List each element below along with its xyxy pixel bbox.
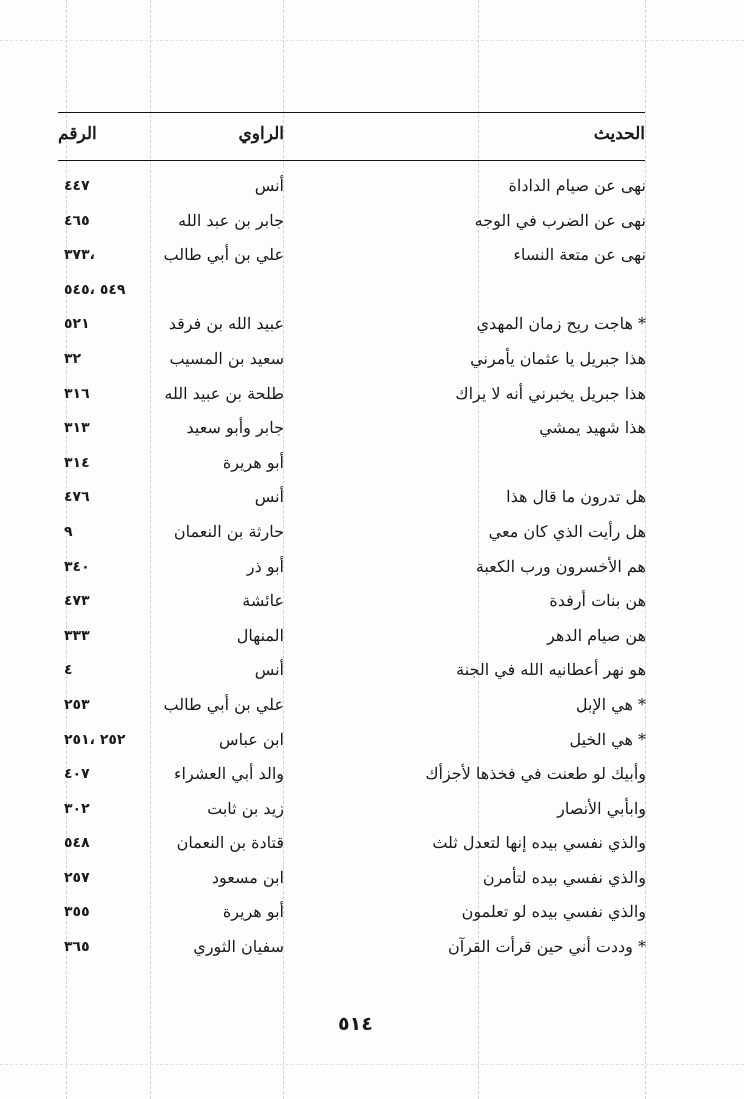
hadith-number: ٣٦٥ xyxy=(64,939,90,956)
hadith-text: والذي نفسي بيده لو تعلمون xyxy=(461,902,646,922)
table-row xyxy=(0,793,744,828)
table-row xyxy=(0,308,744,343)
hadith-text: وابأبي الأنصار xyxy=(557,798,646,818)
hadith-text: هذا شهيد يمشي xyxy=(539,418,646,438)
table-row xyxy=(0,862,744,897)
table-row xyxy=(0,205,744,240)
narrator-name: علي بن أبي طالب xyxy=(163,245,284,265)
header-narrator: الراوي xyxy=(238,124,284,144)
table-row xyxy=(0,412,744,447)
hadith-text: والذي نفسي بيده لتأمرن xyxy=(482,867,646,887)
header-number: الرقم xyxy=(58,124,97,144)
narrator-name: عبيد الله بن فرقد xyxy=(168,314,284,334)
hadith-number: ٢٥٧ xyxy=(64,869,90,886)
narrator-name: عائشة xyxy=(242,591,284,611)
hadith-number: ٤٧٦ xyxy=(64,489,90,506)
table-row xyxy=(0,274,744,309)
header-rule xyxy=(58,160,645,161)
hadith-number: ٩ xyxy=(64,523,73,540)
hadith-text: وأبيك لو طعنت في فخذها لأجزأك xyxy=(425,764,646,784)
hadith-text: والذي نفسي بيده إنها لتعدل ثلث xyxy=(432,833,646,853)
narrator-name: ابن مسعود xyxy=(211,867,284,887)
hadith-text: هن صيام الدهر xyxy=(547,625,646,645)
hadith-number: ٢٥٣ xyxy=(64,696,90,713)
narrator-name: أنس xyxy=(254,660,284,680)
hadith-number: ٣٤٠ xyxy=(64,558,90,575)
hadith-text: * هي الخيل xyxy=(569,729,646,749)
table-row xyxy=(0,343,744,378)
hadith-number: ٣٧٣، xyxy=(64,247,95,264)
table-row xyxy=(0,516,744,551)
table-row xyxy=(0,931,744,966)
hadith-number: ٤٠٧ xyxy=(64,766,90,783)
hadith-number: ٥٢١ xyxy=(64,316,90,333)
hadith-text: هل رأيت الذي كان معي xyxy=(488,521,646,541)
hadith-number: ٤٤٧ xyxy=(64,178,90,194)
hadith-text: هذا جبريل يا عثمان يأمرني xyxy=(470,348,646,368)
table-row xyxy=(0,724,744,759)
narrator-name: جابر وأبو سعيد xyxy=(186,418,284,438)
hadith-number: ٤ xyxy=(64,662,73,679)
top-rule xyxy=(58,112,645,113)
narrator-name: طلحة بن عبيد الله xyxy=(164,383,284,403)
index-table xyxy=(0,170,744,966)
hadith-text: هذا جبريل يخبرني أنه لا يراك xyxy=(455,383,646,403)
narrator-name: والد أبي العشراء xyxy=(174,764,284,784)
table-row xyxy=(0,827,744,862)
hadith-number: ٣٥٥ xyxy=(64,904,90,921)
narrator-name: أبو هريرة xyxy=(222,902,284,922)
narrator-name: قتادة بن النعمان xyxy=(176,833,284,853)
narrator-name: جابر بن عبد الله xyxy=(178,210,284,230)
table-row xyxy=(0,447,744,482)
hadith-text: هو نهر أعطانيه الله في الجنة xyxy=(456,660,646,680)
table-row xyxy=(0,481,744,516)
hadith-text: هن بنات أرفدة xyxy=(549,591,646,611)
table-row xyxy=(0,758,744,793)
header-hadith: الحديث xyxy=(593,124,645,144)
hadith-text: نهى عن الضرب في الوجه xyxy=(474,210,646,230)
table-row xyxy=(0,239,744,274)
narrator-name: أنس xyxy=(254,176,284,195)
guide-line xyxy=(0,40,744,41)
hadith-number: ٥٤٩ ،٥٤٥ xyxy=(64,281,126,298)
table-row xyxy=(0,896,744,931)
hadith-number: ٣١٤ xyxy=(64,454,90,471)
hadith-number: ٤٧٣ xyxy=(64,593,90,610)
hadith-text: نهى عن متعة النساء xyxy=(513,245,646,265)
table-row xyxy=(0,378,744,413)
hadith-text: * وددت أني حين قرأت القرآن xyxy=(447,937,646,957)
guide-line xyxy=(0,1064,744,1065)
hadith-number: ٣٢ xyxy=(64,350,82,367)
hadith-number: ٣٠٢ xyxy=(64,800,90,817)
hadith-number: ٤٦٥ xyxy=(64,212,90,229)
hadith-text: هل تدرون ما قال هذا xyxy=(506,487,646,507)
narrator-name: ابن عباس xyxy=(219,729,284,749)
narrator-name: علي بن أبي طالب xyxy=(163,694,284,714)
narrator-name: سفيان الثوري xyxy=(193,937,284,957)
table-row xyxy=(0,551,744,586)
narrator-name: أبو هريرة xyxy=(222,452,284,472)
hadith-number: ٣١٣ xyxy=(64,420,90,437)
table-row xyxy=(0,585,744,620)
hadith-text: هم الأخسرون ورب الكعبة xyxy=(475,556,646,576)
table-row xyxy=(0,620,744,655)
table-row xyxy=(0,654,744,689)
hadith-number: ٢٥٢ ،٢٥١ xyxy=(64,731,126,748)
table-row xyxy=(0,170,744,205)
hadith-number: ٣١٦ xyxy=(64,385,90,402)
narrator-name: سعيد بن المسيب xyxy=(169,348,284,368)
hadith-text: نهى عن صيام الداداة xyxy=(508,176,646,195)
narrator-name: زيد بن ثابت xyxy=(207,798,284,818)
hadith-number: ٣٣٣ xyxy=(64,627,90,644)
narrator-name: أبو ذر xyxy=(246,556,284,576)
page-number: ٥١٤ xyxy=(338,1013,373,1035)
hadith-number: ٥٤٨ xyxy=(64,835,90,852)
narrator-name: المنهال xyxy=(236,625,284,645)
hadith-text: * هاجت ريح زمان المهدي xyxy=(476,314,646,334)
table-row xyxy=(0,689,744,724)
narrator-name: أنس xyxy=(254,487,284,507)
narrator-name: حارثة بن النعمان xyxy=(173,521,284,541)
hadith-text: * هي الإبل xyxy=(575,694,646,714)
